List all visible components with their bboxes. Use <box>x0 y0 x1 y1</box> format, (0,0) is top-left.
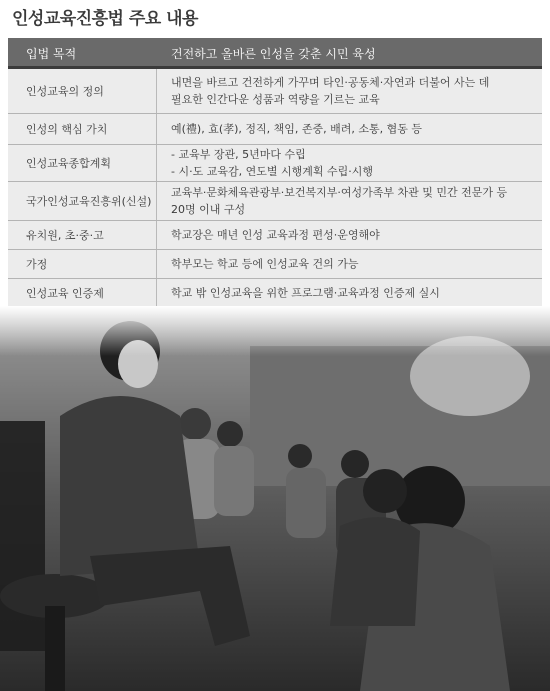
column-divider <box>156 250 157 278</box>
column-divider <box>156 69 157 113</box>
table-row <box>8 145 542 182</box>
person-body <box>214 446 254 516</box>
person-head <box>217 421 243 447</box>
row-label: 유치원, 초·중·고 <box>26 229 104 242</box>
table-row <box>8 250 542 279</box>
photo-top-fade <box>0 306 550 356</box>
row-value-line: 학부모는 학교 등에 인성교육 건의 가능 <box>171 257 359 271</box>
row-value <box>171 121 422 138</box>
row-label: 가정 <box>26 258 48 271</box>
column-divider <box>156 279 157 307</box>
man-jacket <box>60 396 200 576</box>
row-value-line: 교육부·문화체육관광부·보건복지부·여성가족부 차관 및 민간 전문가 등 <box>171 186 508 199</box>
row-value-line: 필요한 인간다운 성품과 역량을 기르는 교육 <box>171 93 380 106</box>
column-divider <box>156 145 157 181</box>
row-value-line: 예(禮), 효(孝), 정직, 책임, 존중, 배려, 소통, 협동 등 <box>171 122 423 136</box>
row-value <box>171 285 440 302</box>
person-body <box>286 468 326 538</box>
event-photo <box>0 306 550 691</box>
row-value-line: 20명 이내 구성 <box>171 203 246 216</box>
column-divider <box>156 182 157 220</box>
page-title: 인성교육진흥법 주요 내용 <box>12 9 198 29</box>
stool-leg <box>45 606 65 691</box>
row-label: 인성의 핵심 가치 <box>26 123 108 136</box>
table-row <box>8 114 542 145</box>
row-label: 인성교육 인증제 <box>26 287 104 300</box>
row-value-line: 학교 밖 인성교육을 위한 프로그램·교육과정 인증제 실시 <box>171 286 440 300</box>
summary-table <box>8 38 542 349</box>
row-value <box>171 74 489 108</box>
person-head <box>288 444 312 468</box>
table-row <box>8 221 542 250</box>
table-row <box>8 182 542 221</box>
person-head <box>341 450 369 478</box>
row-value-line: - 시·도 교육감, 연도별 시행계획 수립·시행 <box>171 165 373 178</box>
row-value <box>171 227 380 244</box>
row-label: 인성교육종합계획 <box>26 157 112 170</box>
row-label: 국가인성교육진흥위(신설) <box>26 195 152 208</box>
header-label: 입법 목적 <box>26 47 77 61</box>
row-value-line: 내면을 바르고 건전하게 가꾸며 타인·공동체·자연과 더불어 사는 데 <box>171 76 490 89</box>
person-head <box>179 408 211 440</box>
boy-head <box>363 469 407 513</box>
column-divider <box>156 114 157 144</box>
row-label: 인성교육의 정의 <box>26 85 104 98</box>
row-value-line: - 교육부 장관, 5년마다 수립 <box>171 148 306 161</box>
header-value: 건전하고 올바른 인성을 갖춘 시민 육성 <box>171 47 376 61</box>
row-value-line: 학교장은 매년 인성 교육과정 편성·운영해야 <box>171 228 380 242</box>
table-header <box>8 38 542 69</box>
photo-illustration <box>0 306 550 691</box>
table-row <box>8 279 542 308</box>
table-row <box>8 69 542 114</box>
row-value <box>171 146 373 180</box>
boy-body <box>330 517 420 626</box>
row-value <box>171 256 359 273</box>
row-value <box>171 184 507 218</box>
column-divider <box>156 221 157 249</box>
